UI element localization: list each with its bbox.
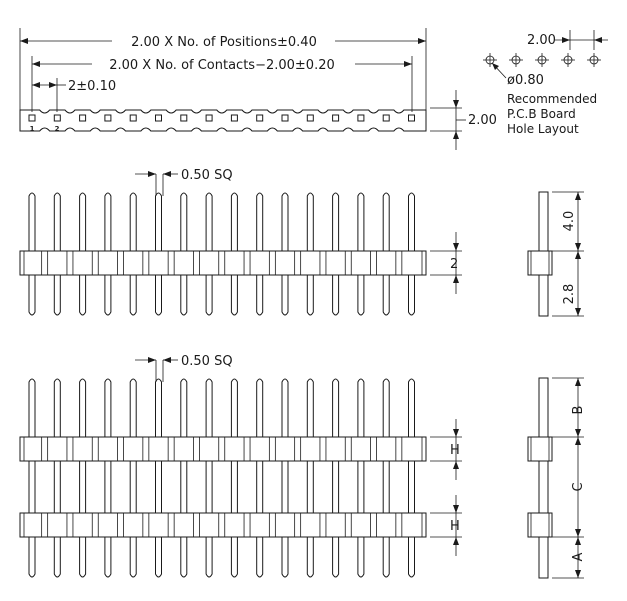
double-row-pins xyxy=(29,379,415,577)
double-row-pin xyxy=(181,379,187,577)
top-pin-square xyxy=(29,115,35,121)
double-row-pin xyxy=(358,379,364,577)
single-side-body xyxy=(528,251,552,275)
dim-contacts-label: 2.00 X No. of Contacts−2.00±0.20 xyxy=(109,58,335,73)
double-row-upper-body xyxy=(20,437,426,461)
double-row-pin xyxy=(409,379,415,577)
double-row-pin xyxy=(231,379,237,577)
double-side-dim-c: C xyxy=(571,482,586,492)
double-side-dim-a: A xyxy=(571,552,586,562)
top-pin-square xyxy=(181,115,187,121)
double-side-upper-body xyxy=(528,437,552,461)
top-pin-square xyxy=(231,115,237,121)
double-row-pin xyxy=(156,379,162,577)
double-upper-h-label: H xyxy=(450,443,460,458)
double-row-pin xyxy=(307,379,313,577)
single-side-dim-bottom: 2.8 xyxy=(562,283,577,305)
pcb-caption-line-2: P.C.B Board xyxy=(507,107,576,121)
double-side-pin xyxy=(539,378,548,578)
pcb-pitch-label: 2.00 xyxy=(527,33,556,48)
top-pin-square xyxy=(206,115,212,121)
top-pin-square xyxy=(156,115,162,121)
pcb-hole-label: ø0.80 xyxy=(507,73,544,88)
pin-1-label: 1 xyxy=(29,125,35,133)
single-pin-size-label: 0.50 SQ xyxy=(181,168,233,183)
pcb-holes xyxy=(483,53,601,67)
double-lower-h-label: H xyxy=(450,519,460,534)
top-pin-square xyxy=(409,115,415,121)
single-row-side-view xyxy=(528,192,584,316)
double-row-side-view xyxy=(528,378,586,578)
top-pin-square xyxy=(257,115,263,121)
double-row-lower-body xyxy=(20,513,426,537)
top-pin-square xyxy=(80,115,86,121)
double-row-pin xyxy=(282,379,288,577)
top-pin-square xyxy=(282,115,288,121)
double-row-front-view xyxy=(20,354,462,577)
top-pins xyxy=(29,115,415,121)
single-side-dim-top: 4.0 xyxy=(562,210,577,232)
double-side-dim-b: B xyxy=(571,405,586,415)
dim-height-label: 2.00 xyxy=(468,113,497,128)
single-row-body xyxy=(20,251,426,275)
pcb-caption-line-1: Recommended xyxy=(507,92,598,106)
top-pin-square xyxy=(130,115,136,121)
dim-pitch-label: 2±0.10 xyxy=(68,79,117,94)
double-row-pin xyxy=(333,379,339,577)
pcb-caption-line-3: Hole Layout xyxy=(507,122,579,136)
double-row-pin xyxy=(54,379,60,577)
single-row-front-view xyxy=(20,168,462,315)
double-pin-size-label: 0.50 SQ xyxy=(181,354,233,369)
double-row-pin xyxy=(80,379,86,577)
single-body-dim-label: 2 xyxy=(450,257,459,272)
double-row-pin xyxy=(105,379,111,577)
pin-2-label: 2 xyxy=(54,125,60,133)
double-row-pin xyxy=(130,379,136,577)
double-row-pin xyxy=(257,379,263,577)
double-row-pin xyxy=(206,379,212,577)
top-pin-square xyxy=(358,115,364,121)
double-row-pin xyxy=(29,379,35,577)
top-pin-square xyxy=(383,115,389,121)
double-side-lower-body xyxy=(528,513,552,537)
top-pin-square xyxy=(105,115,111,121)
pcb-hole-layout xyxy=(483,30,608,136)
top-view xyxy=(20,28,497,150)
top-pin-square xyxy=(333,115,339,121)
top-pin-square xyxy=(307,115,313,121)
dim-positions-label: 2.00 X No. of Positions±0.40 xyxy=(131,35,317,50)
top-pin-square xyxy=(54,115,60,121)
double-row-pin xyxy=(383,379,389,577)
